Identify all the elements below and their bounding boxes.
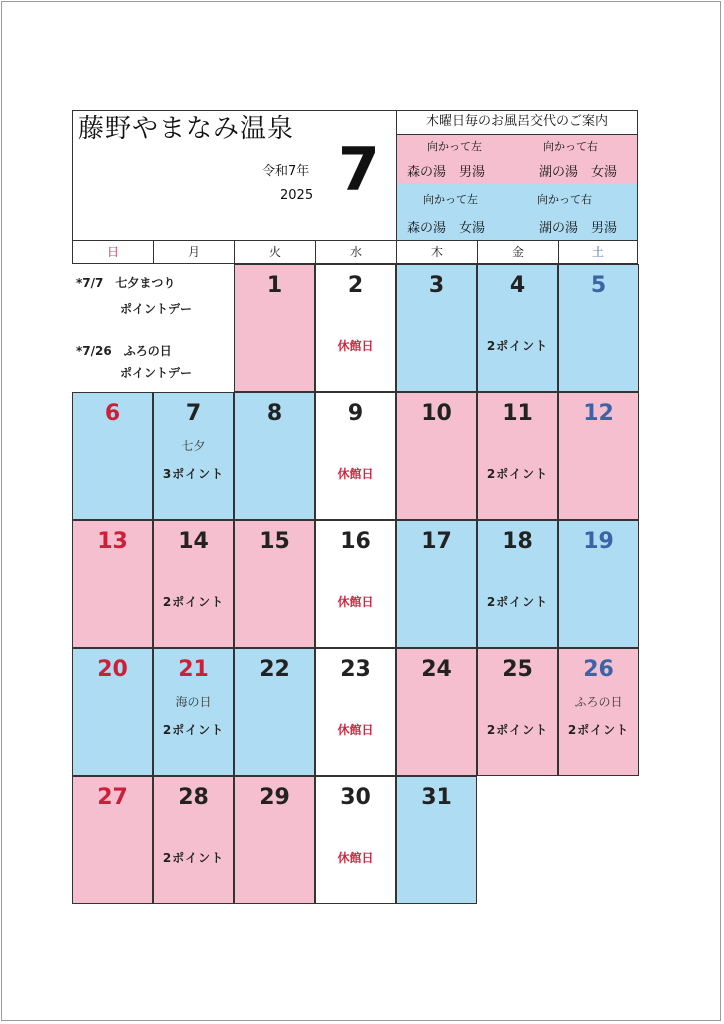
era-year: 令和7年: [262, 164, 310, 179]
weekday-mon: 月: [154, 241, 235, 263]
pink-left-bath: 森の湯 男湯: [407, 165, 486, 180]
day-cell: [558, 264, 639, 392]
point-label: 2ポイント: [486, 723, 549, 737]
point-label: 2ポイント: [162, 851, 225, 865]
weekday-thu: 木: [397, 241, 478, 263]
day-number: 15: [259, 529, 290, 554]
day-cell: [315, 648, 396, 776]
day-number: 9: [347, 401, 364, 426]
weekday-fri: 金: [478, 241, 559, 263]
day-cell: [153, 648, 234, 776]
weekday-tue: 火: [235, 241, 316, 263]
bath-pattern-pink: [397, 134, 637, 184]
note-tanabata: *7/7 七夕まつり: [76, 276, 176, 290]
day-number: 8: [266, 401, 283, 426]
bath-pattern-blue: [397, 184, 637, 240]
day-number: 30: [340, 785, 371, 810]
day-cell: [315, 264, 396, 392]
day-number: 2: [347, 273, 364, 298]
day-number: 10: [421, 401, 452, 426]
closed-label: 休館日: [337, 851, 374, 865]
day-cell: [153, 776, 234, 904]
day-cell: [234, 776, 315, 904]
day-number: 20: [97, 657, 128, 682]
year: 2025: [280, 188, 314, 203]
day-number: 1: [266, 273, 283, 298]
blue-left-label: 向かって左: [423, 193, 478, 206]
closed-label: 休館日: [337, 595, 374, 609]
day-number: 16: [340, 529, 371, 554]
bath-notice-title: 木曜日毎のお風呂交代のご案内: [425, 114, 608, 129]
day-cell: [477, 392, 558, 520]
day-number: 21: [178, 657, 209, 682]
note-furonohi: *7/26 ふろの日: [76, 344, 172, 358]
day-number: 3: [428, 273, 445, 298]
weekday-header: [72, 240, 638, 264]
point-label: 3ポイント: [162, 467, 225, 481]
day-cell: [558, 520, 639, 648]
day-number: 4: [509, 273, 526, 298]
day-number: 18: [502, 529, 533, 554]
blue-right-label: 向かって右: [537, 193, 592, 206]
note-tanabata-point: ポイントデー: [120, 302, 193, 316]
day-cell: [558, 392, 639, 520]
day-cell: [477, 648, 558, 776]
day-cell: [153, 520, 234, 648]
day-number: 17: [421, 529, 452, 554]
day-number: 6: [104, 401, 121, 426]
point-label: 2ポイント: [567, 723, 630, 737]
day-cell: [396, 648, 477, 776]
day-number: 19: [583, 529, 614, 554]
day-cell: [396, 776, 477, 904]
day-cell: [234, 520, 315, 648]
blue-left-bath: 森の湯 女湯: [407, 221, 486, 236]
pink-right-bath: 湖の湯 女湯: [539, 165, 618, 180]
day-cell: [558, 648, 639, 776]
day-cell: [234, 264, 315, 392]
day-number: 11: [502, 401, 533, 426]
day-cell: [315, 776, 396, 904]
day-number: 5: [590, 273, 607, 298]
closed-label: 休館日: [337, 467, 374, 481]
pink-left-label: 向かって左: [427, 140, 482, 153]
event-label: 海の日: [175, 695, 212, 709]
closed-label: 休館日: [337, 339, 374, 353]
weekday-sun: 日: [73, 241, 154, 263]
month-number: 7: [338, 135, 380, 205]
day-number: 31: [421, 785, 452, 810]
point-label: 2ポイント: [486, 595, 549, 609]
day-cell: [396, 520, 477, 648]
day-number: 12: [583, 401, 614, 426]
closed-label: 休館日: [337, 723, 374, 737]
point-label: 2ポイント: [162, 595, 225, 609]
day-cell: [477, 520, 558, 648]
weekday-sat: 土: [591, 245, 604, 259]
event-label: ふろの日: [574, 695, 623, 709]
blue-right-bath: 湖の湯 男湯: [539, 221, 618, 236]
day-cell: [72, 520, 153, 648]
day-cell: [72, 776, 153, 904]
day-number: 29: [259, 785, 290, 810]
day-cell: [72, 392, 153, 520]
day-cell: [234, 392, 315, 520]
day-cell: [153, 392, 234, 520]
note-furonohi-point: ポイントデー: [120, 366, 193, 380]
day-cell: [72, 648, 153, 776]
day-cell: [315, 392, 396, 520]
day-number: 28: [178, 785, 209, 810]
weekday-wed: 水: [316, 241, 397, 263]
day-cell: [396, 264, 477, 392]
day-number: 25: [502, 657, 533, 682]
facility-name: 藤野やまなみ温泉: [78, 114, 295, 144]
day-number: 24: [421, 657, 452, 682]
point-label: 2ポイント: [486, 339, 549, 353]
day-number: 27: [97, 785, 128, 810]
day-cell: [477, 264, 558, 392]
pink-right-label: 向かって右: [543, 140, 598, 153]
day-number: 23: [340, 657, 371, 682]
day-number: 14: [178, 529, 209, 554]
day-cell: [234, 648, 315, 776]
day-number: 13: [97, 529, 128, 554]
event-label: 七夕: [181, 439, 206, 453]
day-cell: [396, 392, 477, 520]
day-number: 26: [583, 657, 614, 682]
day-number: 22: [259, 657, 290, 682]
day-number: 7: [185, 401, 202, 426]
point-label: 2ポイント: [486, 467, 549, 481]
day-cell: [315, 520, 396, 648]
point-label: 2ポイント: [162, 723, 225, 737]
